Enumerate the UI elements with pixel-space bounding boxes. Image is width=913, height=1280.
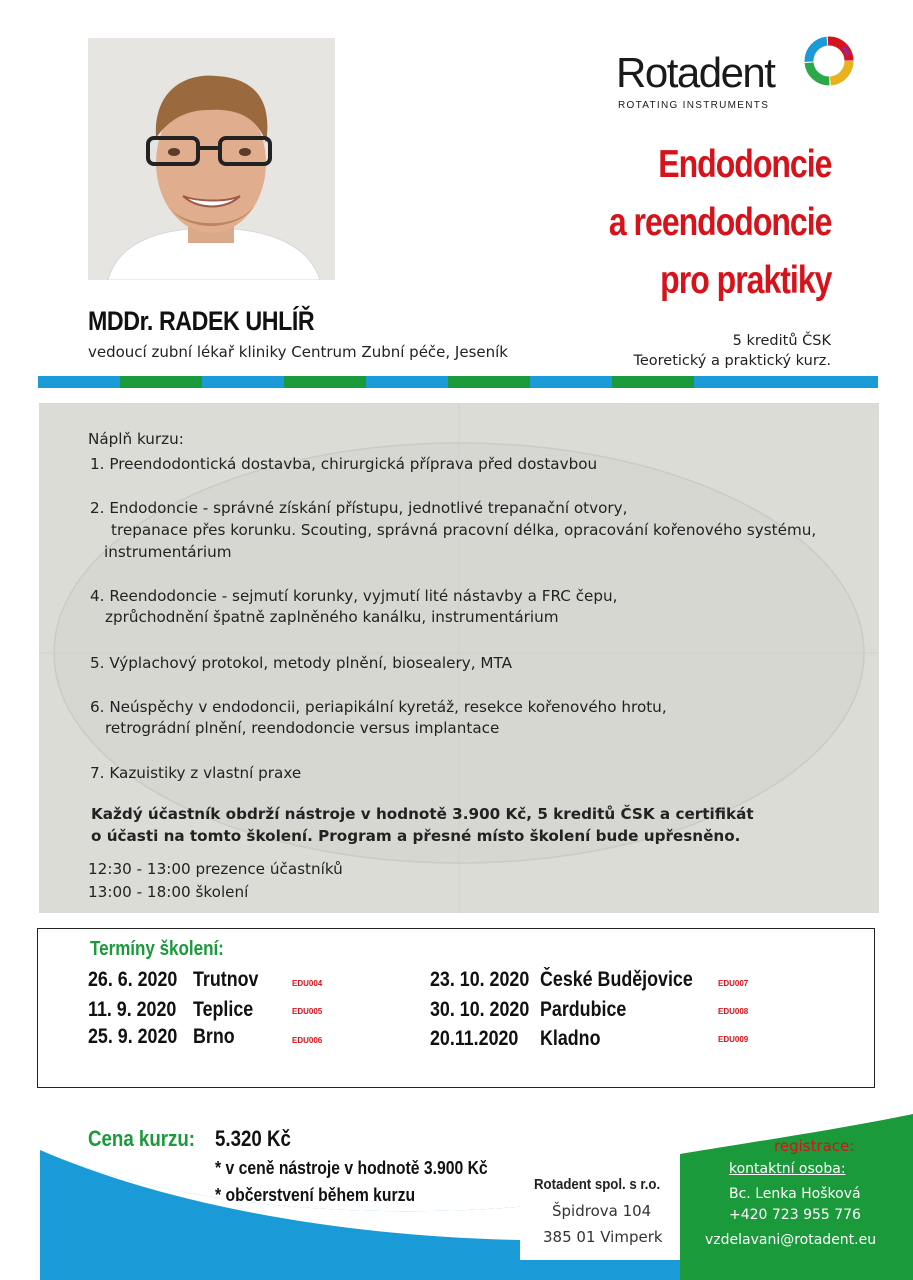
lecturer-name: MDDr. RADEK UHLÍŘ [88,306,315,336]
rotadent-ring-icon [800,32,858,90]
course-title-line: pro praktiky [659,259,831,302]
term-date: 20.11.2020 [430,1027,519,1050]
content-bold-line: Každý účastník obdrží nástroje v hodnotě 3.900 Kč, 5 kreditů ČSK a certifikát [91,805,754,823]
term-city: Brno [193,1025,235,1048]
content-line: retrográdní plnění, reendodoncie versus implantace [105,719,500,737]
content-line: zprůchodnění špatně zaplněného kanálku, instrumentárium [105,608,559,626]
lecturer-role: vedoucí zubní lékař kliniky Centrum Zubní péče, Jeseník [88,343,508,361]
term-code: EDU006 [292,1036,323,1045]
registration-label: registrace: [774,1137,855,1155]
brand-tagline: ROTATING INSTRUMENTS [618,100,770,111]
content-bold-line: o účasti na tomto školení. Program a přesné místo školení bude upřesněno. [91,827,741,845]
content-line: 5. Výplachový protokol, metody plnění, biosealery, MTA [90,654,512,672]
term-city: Teplice [193,998,254,1021]
contact-email[interactable]: vzdelavani@rotadent.eu [705,1232,877,1248]
contact-phone[interactable]: +420 723 955 776 [729,1207,861,1223]
term-city: Trutnov [193,968,259,991]
course-title [608,136,831,310]
term-code: EDU007 [718,979,749,988]
term-date: 30. 10. 2020 [430,998,530,1021]
schedule-line: 13:00 - 18:00 školení [88,883,249,901]
term-city: České Budějovice [540,968,693,991]
content-line: 7. Kazuistiky z vlastní praxe [90,764,302,782]
course-title-line: Endodoncie [657,143,831,186]
content-line: 6. Neúspěchy v endodoncii, periapikální kyretáž, resekce kořenového hrotu, [90,698,667,716]
course-info [633,331,831,371]
company-name: Rotadent spol. s r.o. [534,1176,661,1193]
term-city: Pardubice [540,998,627,1021]
credits-text: 5 kreditů ČSK [732,333,831,349]
content-line: instrumentárium [104,543,232,561]
contact-person: Bc. Lenka Hošková [729,1186,861,1202]
content-heading: Náplň kurzu: [88,430,184,448]
brand-logo: Rotadent [616,49,775,96]
course-type: Teoretický a praktický kurz. [633,353,831,369]
term-date: 26. 6. 2020 [88,968,178,991]
schedule-line: 12:30 - 13:00 prezence účastníků [88,860,343,878]
content-line: 4. Reendodoncie - sejmutí korunky, vyjmutí lité nástavby a FRC čepu, [90,587,618,605]
term-code: EDU005 [292,1007,323,1016]
price-label: Cena kurzu: [88,1126,196,1151]
price-value: 5.320 Kč [215,1126,291,1151]
term-city: Kladno [540,1027,601,1050]
course-title-line: a reendodoncie [608,201,831,244]
company-city: 385 01 Vimperk [543,1228,663,1246]
terms-heading: Termíny školení: [90,938,224,960]
term-date: 11. 9. 2020 [88,998,177,1021]
term-code: EDU009 [718,1035,749,1044]
contact-label: kontaktní osoba: [729,1161,846,1177]
color-stripe [38,376,878,388]
content-line: 1. Preendodontická dostavba, chirurgická příprava před dostavbou [90,455,598,473]
term-date: 23. 10. 2020 [430,968,530,991]
price-note: * občerstvení během kurzu [215,1184,416,1205]
term-date: 25. 9. 2020 [88,1025,178,1048]
term-code: EDU008 [718,1007,749,1016]
content-line: trepanace přes korunku. Scouting, správná pracovní délka, opracování kořenového systému, [111,521,817,539]
content-line: 2. Endodoncie - správné získání přístupu, jednotlivé trepanační otvory, [90,499,628,517]
lecturer-photo [88,38,335,280]
company-street: Špidrova 104 [552,1202,652,1220]
portrait-image [88,38,335,280]
term-code: EDU004 [292,979,323,988]
price-note: * v ceně nástroje v hodnotě 3.900 Kč [215,1157,488,1178]
